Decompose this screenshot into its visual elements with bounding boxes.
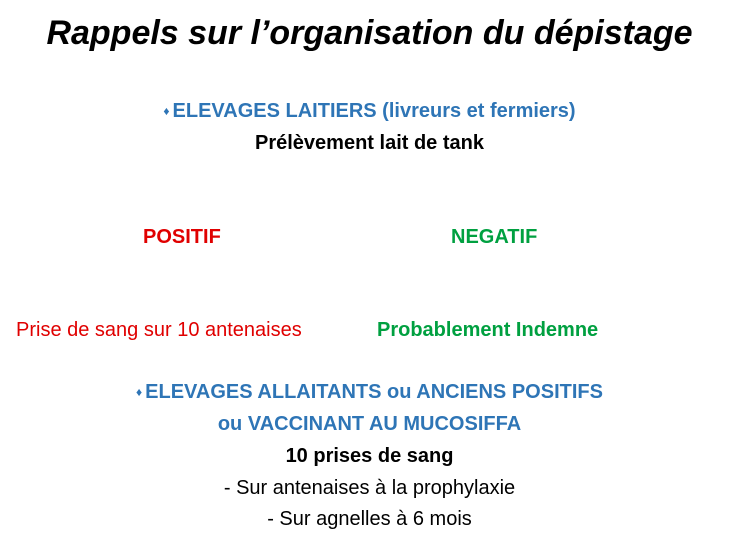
diamond-bullet-icon: ♦ [136, 385, 143, 399]
positive-label: POSITIF [143, 226, 221, 248]
suckler-farms-heading-line2: ou VACCINANT AU MUCOSIFFA [217, 413, 522, 435]
suckler-farms-heading-text: ELEVAGES ALLAITANTS ou ANCIENS POSITIFS [145, 381, 603, 403]
negative-label: NEGATIF [451, 226, 538, 248]
dairy-farms-heading [0, 100, 739, 123]
blood-samples-text: 10 prises de sang [285, 445, 454, 467]
negative-action-text: Probablement Indemne [377, 319, 599, 341]
diamond-bullet-icon: ♦ [163, 104, 170, 118]
suckler-farms-heading [0, 381, 739, 404]
tank-milk-sampling-text: Prélèvement lait de tank [255, 132, 484, 154]
list-item: - Sur antenaises à la prophylaxie [223, 477, 516, 499]
page-title: Rappels sur l’organisation du dépistage [46, 14, 693, 52]
dairy-farms-heading-text: ELEVAGES LAITIERS (livreurs et fermiers) [172, 100, 576, 122]
list-item: - Sur agnelles à 6 mois [267, 508, 472, 530]
positive-action-text: Prise de sang sur 10 antenaises [16, 319, 302, 341]
